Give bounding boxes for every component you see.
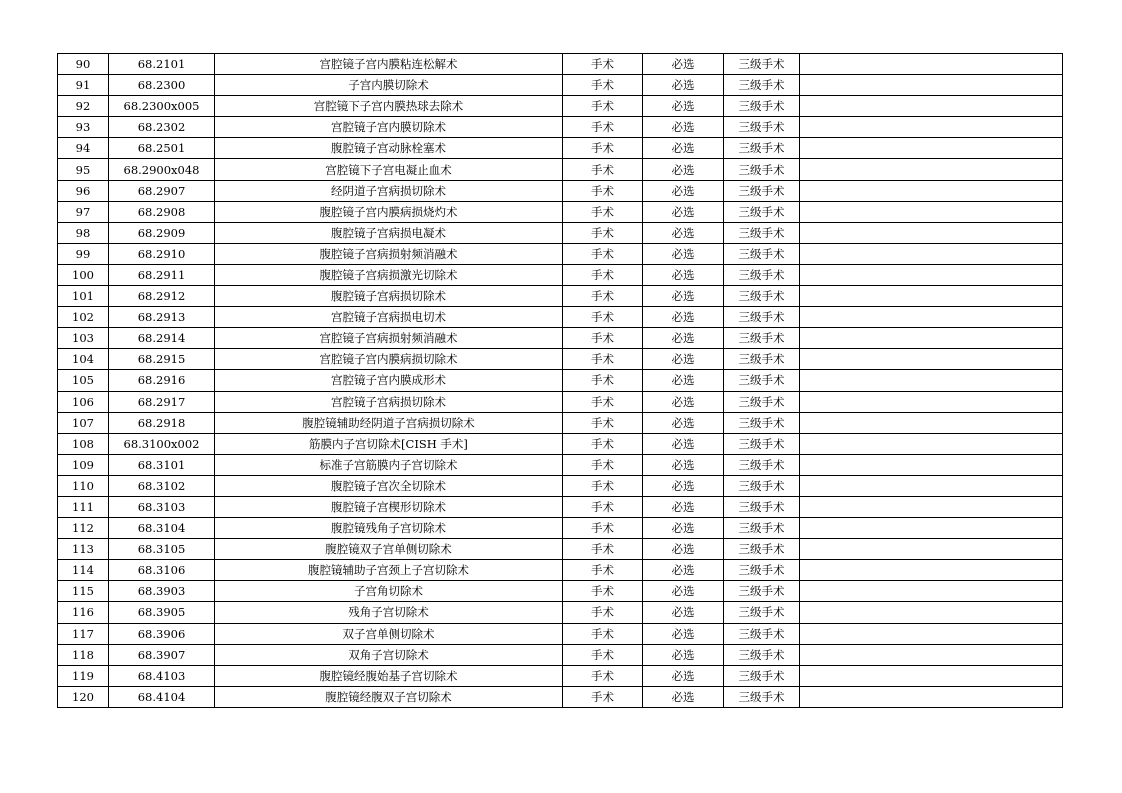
row-number-cell: 120 <box>58 686 109 707</box>
requirement-cell: 必选 <box>643 539 724 560</box>
requirement-cell: 必选 <box>643 560 724 581</box>
table-row <box>58 222 1063 243</box>
grade-cell: 三级手术 <box>724 686 800 707</box>
table-row <box>58 243 1063 264</box>
table-row <box>58 159 1063 180</box>
grade-cell: 三级手术 <box>724 644 800 665</box>
procedure-code-cell: 68.3903 <box>109 581 215 602</box>
table-row <box>58 686 1063 707</box>
requirement-cell: 必选 <box>643 96 724 117</box>
grade-cell: 三级手术 <box>724 539 800 560</box>
note-cell <box>800 201 1063 222</box>
row-number-cell: 111 <box>58 496 109 517</box>
procedure-name-cell: 宫腔镜子宫内膜病损切除术 <box>215 349 563 370</box>
requirement-cell: 必选 <box>643 307 724 328</box>
row-number-cell: 100 <box>58 264 109 285</box>
note-cell <box>800 560 1063 581</box>
grade-cell: 三级手术 <box>724 54 800 75</box>
procedure-code-cell: 68.2907 <box>109 180 215 201</box>
note-cell <box>800 581 1063 602</box>
row-number-cell: 97 <box>58 201 109 222</box>
row-number-cell: 112 <box>58 518 109 539</box>
table-row <box>58 286 1063 307</box>
table-row <box>58 644 1063 665</box>
note-cell <box>800 602 1063 623</box>
requirement-cell: 必选 <box>643 370 724 391</box>
grade-cell: 三级手术 <box>724 581 800 602</box>
procedure-code-cell: 68.3104 <box>109 518 215 539</box>
procedure-name-cell: 腹腔镜经腹始基子宫切除术 <box>215 665 563 686</box>
grade-cell: 三级手术 <box>724 243 800 264</box>
note-cell <box>800 349 1063 370</box>
grade-cell: 三级手术 <box>724 475 800 496</box>
note-cell <box>800 644 1063 665</box>
grade-cell: 三级手术 <box>724 433 800 454</box>
grade-cell: 三级手术 <box>724 201 800 222</box>
requirement-cell: 必选 <box>643 75 724 96</box>
grade-cell: 三级手术 <box>724 328 800 349</box>
requirement-cell: 必选 <box>643 623 724 644</box>
note-cell <box>800 518 1063 539</box>
procedure-name-cell: 宫腔镜子宫内膜切除术 <box>215 117 563 138</box>
procedure-name-cell: 腹腔镜子宫楔形切除术 <box>215 496 563 517</box>
procedure-name-cell: 经阴道子宫病损切除术 <box>215 180 563 201</box>
table-row <box>58 307 1063 328</box>
category-cell: 手术 <box>563 665 643 686</box>
table-row <box>58 602 1063 623</box>
row-number-cell: 101 <box>58 286 109 307</box>
requirement-cell: 必选 <box>643 665 724 686</box>
requirement-cell: 必选 <box>643 349 724 370</box>
table-row <box>58 138 1063 159</box>
table-row <box>58 264 1063 285</box>
procedure-name-cell: 腹腔镜子宫病损激光切除术 <box>215 264 563 285</box>
procedure-code-cell: 68.2918 <box>109 412 215 433</box>
procedure-code-cell: 68.3105 <box>109 539 215 560</box>
procedure-name-cell: 腹腔镜子宫病损射频消融术 <box>215 243 563 264</box>
procedure-name-cell: 腹腔镜子宫病损切除术 <box>215 286 563 307</box>
table-row <box>58 328 1063 349</box>
table-row <box>58 349 1063 370</box>
procedure-name-cell: 腹腔镜子宫动脉栓塞术 <box>215 138 563 159</box>
grade-cell: 三级手术 <box>724 602 800 623</box>
note-cell <box>800 412 1063 433</box>
procedure-code-cell: 68.2916 <box>109 370 215 391</box>
table-row <box>58 412 1063 433</box>
procedure-code-cell: 68.3100x002 <box>109 433 215 454</box>
note-cell <box>800 496 1063 517</box>
row-number-cell: 109 <box>58 454 109 475</box>
procedure-code-cell: 68.3106 <box>109 560 215 581</box>
grade-cell: 三级手术 <box>724 286 800 307</box>
grade-cell: 三级手术 <box>724 75 800 96</box>
table-row <box>58 75 1063 96</box>
procedure-code-cell: 68.3102 <box>109 475 215 496</box>
row-number-cell: 116 <box>58 602 109 623</box>
note-cell <box>800 222 1063 243</box>
procedure-name-cell: 子宫内膜切除术 <box>215 75 563 96</box>
category-cell: 手术 <box>563 264 643 285</box>
row-number-cell: 119 <box>58 665 109 686</box>
row-number-cell: 103 <box>58 328 109 349</box>
requirement-cell: 必选 <box>643 286 724 307</box>
row-number-cell: 117 <box>58 623 109 644</box>
table-row <box>58 391 1063 412</box>
requirement-cell: 必选 <box>643 391 724 412</box>
category-cell: 手术 <box>563 391 643 412</box>
requirement-cell: 必选 <box>643 581 724 602</box>
category-cell: 手术 <box>563 243 643 264</box>
category-cell: 手术 <box>563 201 643 222</box>
row-number-cell: 94 <box>58 138 109 159</box>
note-cell <box>800 475 1063 496</box>
row-number-cell: 99 <box>58 243 109 264</box>
note-cell <box>800 138 1063 159</box>
procedure-name-cell: 子宫角切除术 <box>215 581 563 602</box>
procedure-name-cell: 标准子宫筋膜内子宫切除术 <box>215 454 563 475</box>
row-number-cell: 118 <box>58 644 109 665</box>
requirement-cell: 必选 <box>643 644 724 665</box>
category-cell: 手术 <box>563 454 643 475</box>
note-cell <box>800 96 1063 117</box>
requirement-cell: 必选 <box>643 496 724 517</box>
note-cell <box>800 264 1063 285</box>
note-cell <box>800 75 1063 96</box>
requirement-cell: 必选 <box>643 201 724 222</box>
table-row <box>58 180 1063 201</box>
category-cell: 手术 <box>563 96 643 117</box>
table-row <box>58 454 1063 475</box>
table-row <box>58 117 1063 138</box>
note-cell <box>800 117 1063 138</box>
procedure-name-cell: 宫腔镜子宫病损射频消融术 <box>215 328 563 349</box>
requirement-cell: 必选 <box>643 475 724 496</box>
procedure-code-cell: 68.3906 <box>109 623 215 644</box>
requirement-cell: 必选 <box>643 454 724 475</box>
category-cell: 手术 <box>563 518 643 539</box>
procedure-code-cell: 68.2501 <box>109 138 215 159</box>
category-cell: 手术 <box>563 286 643 307</box>
requirement-cell: 必选 <box>643 138 724 159</box>
row-number-cell: 104 <box>58 349 109 370</box>
requirement-cell: 必选 <box>643 54 724 75</box>
category-cell: 手术 <box>563 686 643 707</box>
row-number-cell: 91 <box>58 75 109 96</box>
note-cell <box>800 370 1063 391</box>
grade-cell: 三级手术 <box>724 412 800 433</box>
procedure-code-cell: 68.2302 <box>109 117 215 138</box>
table-row <box>58 665 1063 686</box>
row-number-cell: 107 <box>58 412 109 433</box>
grade-cell: 三级手术 <box>724 454 800 475</box>
note-cell <box>800 180 1063 201</box>
procedure-code-cell: 68.2915 <box>109 349 215 370</box>
grade-cell: 三级手术 <box>724 665 800 686</box>
row-number-cell: 96 <box>58 180 109 201</box>
note-cell <box>800 539 1063 560</box>
category-cell: 手术 <box>563 496 643 517</box>
note-cell <box>800 391 1063 412</box>
row-number-cell: 108 <box>58 433 109 454</box>
procedure-code-cell: 68.4103 <box>109 665 215 686</box>
note-cell <box>800 665 1063 686</box>
requirement-cell: 必选 <box>643 518 724 539</box>
table-row <box>58 54 1063 75</box>
procedure-code-cell: 68.2908 <box>109 201 215 222</box>
procedure-name-cell: 双角子宫切除术 <box>215 644 563 665</box>
procedure-name-cell: 宫腔镜子宫病损切除术 <box>215 391 563 412</box>
procedure-name-cell: 腹腔镜子宫次全切除术 <box>215 475 563 496</box>
grade-cell: 三级手术 <box>724 222 800 243</box>
note-cell <box>800 159 1063 180</box>
row-number-cell: 113 <box>58 539 109 560</box>
table-row <box>58 496 1063 517</box>
procedure-name-cell: 腹腔镜双子宫单侧切除术 <box>215 539 563 560</box>
requirement-cell: 必选 <box>643 328 724 349</box>
table-row <box>58 623 1063 644</box>
procedure-code-cell: 68.4104 <box>109 686 215 707</box>
procedure-name-cell: 宫腔镜子宫病损电切术 <box>215 307 563 328</box>
category-cell: 手术 <box>563 581 643 602</box>
procedure-code-cell: 68.2917 <box>109 391 215 412</box>
row-number-cell: 93 <box>58 117 109 138</box>
table-row <box>58 581 1063 602</box>
category-cell: 手术 <box>563 222 643 243</box>
row-number-cell: 102 <box>58 307 109 328</box>
requirement-cell: 必选 <box>643 117 724 138</box>
grade-cell: 三级手术 <box>724 370 800 391</box>
category-cell: 手术 <box>563 307 643 328</box>
category-cell: 手术 <box>563 644 643 665</box>
category-cell: 手术 <box>563 117 643 138</box>
category-cell: 手术 <box>563 328 643 349</box>
row-number-cell: 110 <box>58 475 109 496</box>
row-number-cell: 98 <box>58 222 109 243</box>
grade-cell: 三级手术 <box>724 518 800 539</box>
note-cell <box>800 243 1063 264</box>
procedure-code-cell: 68.2914 <box>109 328 215 349</box>
table-row <box>58 201 1063 222</box>
note-cell <box>800 454 1063 475</box>
grade-cell: 三级手术 <box>724 560 800 581</box>
requirement-cell: 必选 <box>643 222 724 243</box>
category-cell: 手术 <box>563 159 643 180</box>
grade-cell: 三级手术 <box>724 264 800 285</box>
category-cell: 手术 <box>563 602 643 623</box>
procedure-name-cell: 腹腔镜经腹双子宫切除术 <box>215 686 563 707</box>
note-cell <box>800 686 1063 707</box>
procedure-name-cell: 双子宫单侧切除术 <box>215 623 563 644</box>
procedure-name-cell: 宫腔镜子宫内膜成形术 <box>215 370 563 391</box>
category-cell: 手术 <box>563 475 643 496</box>
requirement-cell: 必选 <box>643 433 724 454</box>
procedure-code-cell: 68.2300 <box>109 75 215 96</box>
procedure-name-cell: 筋膜内子宫切除术[CISH 手术] <box>215 433 563 454</box>
row-number-cell: 114 <box>58 560 109 581</box>
table-row <box>58 96 1063 117</box>
grade-cell: 三级手术 <box>724 391 800 412</box>
table-row <box>58 475 1063 496</box>
procedure-code-cell: 68.2909 <box>109 222 215 243</box>
category-cell: 手术 <box>563 180 643 201</box>
requirement-cell: 必选 <box>643 412 724 433</box>
grade-cell: 三级手术 <box>724 307 800 328</box>
procedure-code-cell: 68.2101 <box>109 54 215 75</box>
procedure-name-cell: 宫腔镜子宫内膜粘连松解术 <box>215 54 563 75</box>
grade-cell: 三级手术 <box>724 138 800 159</box>
grade-cell: 三级手术 <box>724 96 800 117</box>
note-cell <box>800 623 1063 644</box>
procedure-name-cell: 残角子宫切除术 <box>215 602 563 623</box>
category-cell: 手术 <box>563 75 643 96</box>
procedure-table <box>57 53 1063 708</box>
category-cell: 手术 <box>563 623 643 644</box>
row-number-cell: 106 <box>58 391 109 412</box>
row-number-cell: 115 <box>58 581 109 602</box>
procedure-code-cell: 68.2913 <box>109 307 215 328</box>
grade-cell: 三级手术 <box>724 623 800 644</box>
grade-cell: 三级手术 <box>724 180 800 201</box>
category-cell: 手术 <box>563 54 643 75</box>
table-row <box>58 539 1063 560</box>
grade-cell: 三级手术 <box>724 349 800 370</box>
procedure-code-cell: 68.2912 <box>109 286 215 307</box>
note-cell <box>800 328 1063 349</box>
row-number-cell: 95 <box>58 159 109 180</box>
requirement-cell: 必选 <box>643 180 724 201</box>
table-row <box>58 433 1063 454</box>
table-body <box>58 54 1063 708</box>
procedure-code-cell: 68.2300x005 <box>109 96 215 117</box>
table-row <box>58 518 1063 539</box>
category-cell: 手术 <box>563 412 643 433</box>
note-cell <box>800 433 1063 454</box>
table-row <box>58 560 1063 581</box>
category-cell: 手术 <box>563 539 643 560</box>
row-number-cell: 92 <box>58 96 109 117</box>
category-cell: 手术 <box>563 349 643 370</box>
row-number-cell: 90 <box>58 54 109 75</box>
requirement-cell: 必选 <box>643 686 724 707</box>
grade-cell: 三级手术 <box>724 159 800 180</box>
category-cell: 手术 <box>563 560 643 581</box>
procedure-code-cell: 68.2911 <box>109 264 215 285</box>
procedure-name-cell: 腹腔镜子宫病损电凝术 <box>215 222 563 243</box>
procedure-name-cell: 腹腔镜辅助子宫颈上子宫切除术 <box>215 560 563 581</box>
procedure-code-cell: 68.3907 <box>109 644 215 665</box>
requirement-cell: 必选 <box>643 602 724 623</box>
procedure-name-cell: 腹腔镜子宫内膜病损烧灼术 <box>215 201 563 222</box>
requirement-cell: 必选 <box>643 159 724 180</box>
category-cell: 手术 <box>563 138 643 159</box>
procedure-code-cell: 68.3905 <box>109 602 215 623</box>
grade-cell: 三级手术 <box>724 117 800 138</box>
procedure-name-cell: 宫腔镜下子宫内膜热球去除术 <box>215 96 563 117</box>
procedure-name-cell: 腹腔镜残角子宫切除术 <box>215 518 563 539</box>
procedure-name-cell: 宫腔镜下子宫电凝止血术 <box>215 159 563 180</box>
note-cell <box>800 286 1063 307</box>
procedure-code-cell: 68.2900x048 <box>109 159 215 180</box>
table-row <box>58 370 1063 391</box>
note-cell <box>800 307 1063 328</box>
row-number-cell: 105 <box>58 370 109 391</box>
procedure-name-cell: 腹腔镜辅助经阴道子宫病损切除术 <box>215 412 563 433</box>
category-cell: 手术 <box>563 370 643 391</box>
requirement-cell: 必选 <box>643 243 724 264</box>
grade-cell: 三级手术 <box>724 496 800 517</box>
note-cell <box>800 54 1063 75</box>
procedure-code-cell: 68.3101 <box>109 454 215 475</box>
category-cell: 手术 <box>563 433 643 454</box>
procedure-code-cell: 68.3103 <box>109 496 215 517</box>
requirement-cell: 必选 <box>643 264 724 285</box>
procedure-code-cell: 68.2910 <box>109 243 215 264</box>
